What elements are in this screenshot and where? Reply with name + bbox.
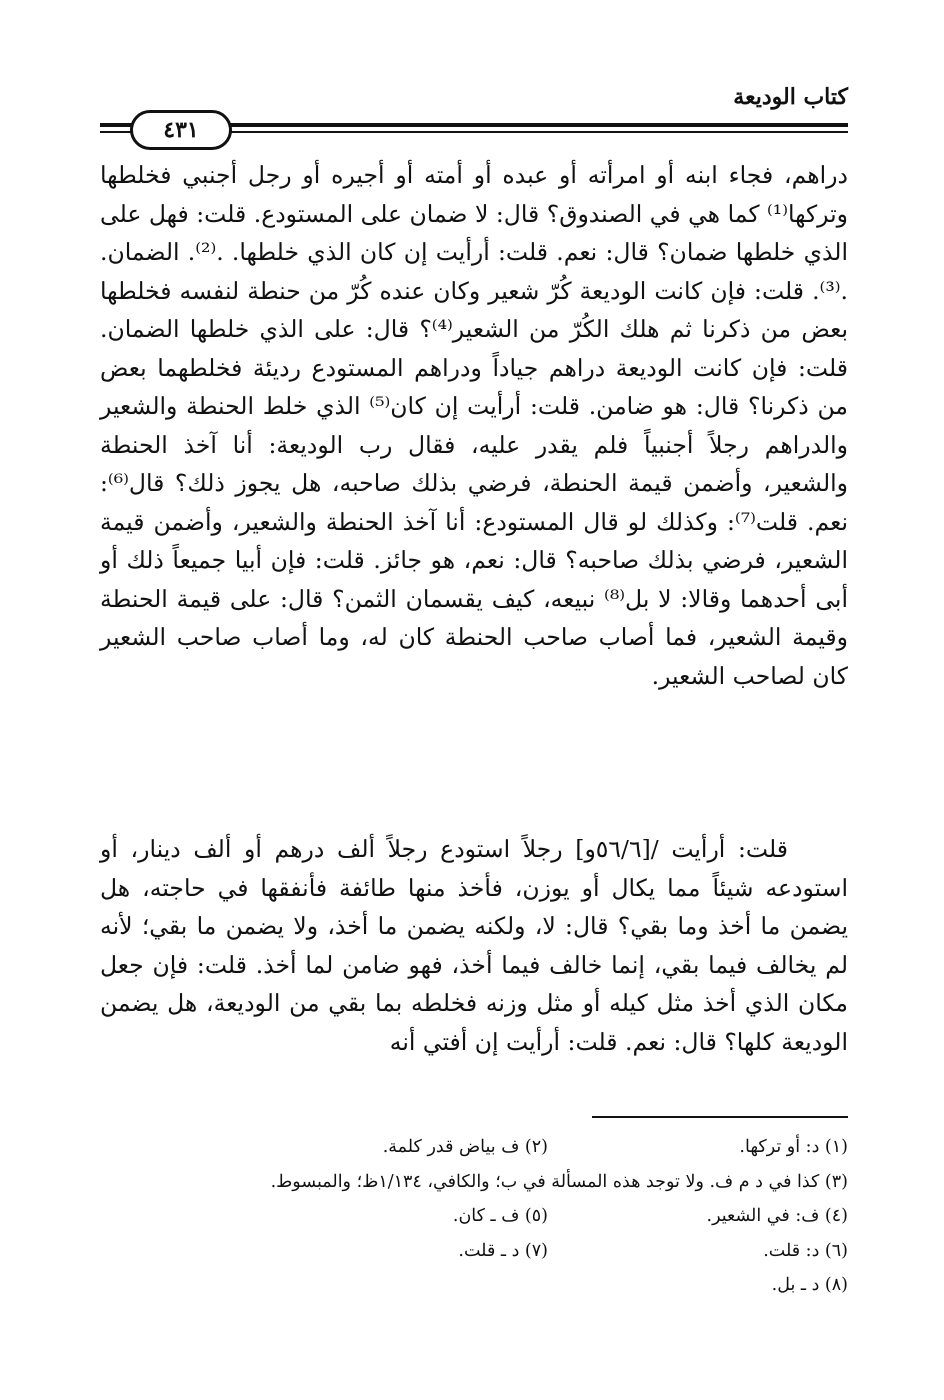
paragraph-1: دراهم، فجاء ابنه أو امرأته أو عبده أو أمته أو أجيره أو رجل أجنبي فخلطها وتركها⁽¹⁾ كما هي في الصندوق؟ قال: لا ضمان على المستودع. قلت: فهل على الذي خلطها ضمان؟ قال: نعم. قلت: أرأيت إن كان الذي خلطها. .⁽²⁾. الضمان. .⁽³⁾. قلت: فإن كانت الوديعة كُرّ شعير وكان عنده كُرّ من حنطة لنفسه فخلطها بعض من ذكرنا ثم هلك الكُرّ من الشعير⁽⁴⁾؟ قال: على الذي خلطها الضمان. قلت: فإن كانت الوديعة دراهم جياداً ودراهم المستودع رديئة فخلطهما بعض من ذكرنا؟ قال: هو ضامن. قلت: أرأيت إن كان⁽⁵⁾ الذي خلط الحنطة والشعير والدراهم رجلاً أجنبياً فلم يقدر عليه، فقال رب الوديعة: أنا آخذ الحنطة والشعير، وأضمن قيمة الحنطة، فرضي بذلك صاحبه، هل يجوز ذلك؟ قال⁽⁶⁾: نعم. قلت⁽⁷⁾: وكذلك لو قال المستودع: أنا آخذ الحنطة والشعير، وأضمن قيمة الشعير، فرضي بذلك صاحبه؟ قال: نعم، هو جائز. قلت: فإن أبيا جميعاً ذلك أو أبى أحدهما وقالا: لا بل⁽⁸⁾ نبيعه، كيف يقسمان الثمن؟ قال: على قيمة الحنطة وقيمة الشعير، فما أصاب صاحب الحنطة كان له، وما أصاب صاحب الشعير كان لصاحب الشعير. [100, 161, 849, 690]
footnote-row [100, 1130, 848, 1165]
footnote-row [100, 1199, 848, 1234]
footnote: (٧) د ـ قلت. [458, 1240, 548, 1261]
footnote: (٥) ف ـ كان. [452, 1206, 548, 1226]
footnote: (٣) كذا في د م ف. ولا توجد هذه المسألة في ب؛ والكافي، ١/١٣٤ظ؛ والمبسوط. [270, 1171, 848, 1192]
footnote-row [100, 1268, 848, 1303]
footnote-row [100, 1165, 848, 1200]
page-number: ٤٣١ [130, 110, 232, 150]
footnote-row [100, 1234, 848, 1269]
footnote: (٨) د ـ بل. [771, 1275, 848, 1295]
paragraph-2: قلت: أرأيت /[٥٦/٦و] رجلاً استودع رجلاً ألف درهم أو ألف دينار، أو استودعه شيئاً مما يكال أو يوزن، فأخذ منها طائفة فأنفقها في حاجته، هل يضمن ما أخذ وما بقي؟ قال: لا، ولكنه يضمن ما أخذ، ولا يضمن ما بقي؛ لأنه لم يخالف فيما بقي، إنما خالف فيما أخذ، فهو ضامن لما أخذ. قلت: فإن جعل مكان الذي أخذ مثل كيله أو مثل وزنه فخلطه بما بقي من الوديعة، هل يضمن الوديعة كلها؟ قال: نعم. قلت: أرأيت إن أفتي أنه [100, 835, 848, 1056]
footnote: (١) د: أو تركها. [739, 1137, 848, 1157]
footnote: (٢) ف بياض قدر كلمة. [382, 1137, 548, 1157]
footnotes [100, 1130, 848, 1303]
chapter-title: كتاب الوديعة [733, 84, 848, 110]
footnote: (٦) د: قلت. [763, 1240, 848, 1261]
footnote-divider [592, 1116, 848, 1118]
footnote: (٤) ف: في الشعير. [706, 1206, 848, 1226]
